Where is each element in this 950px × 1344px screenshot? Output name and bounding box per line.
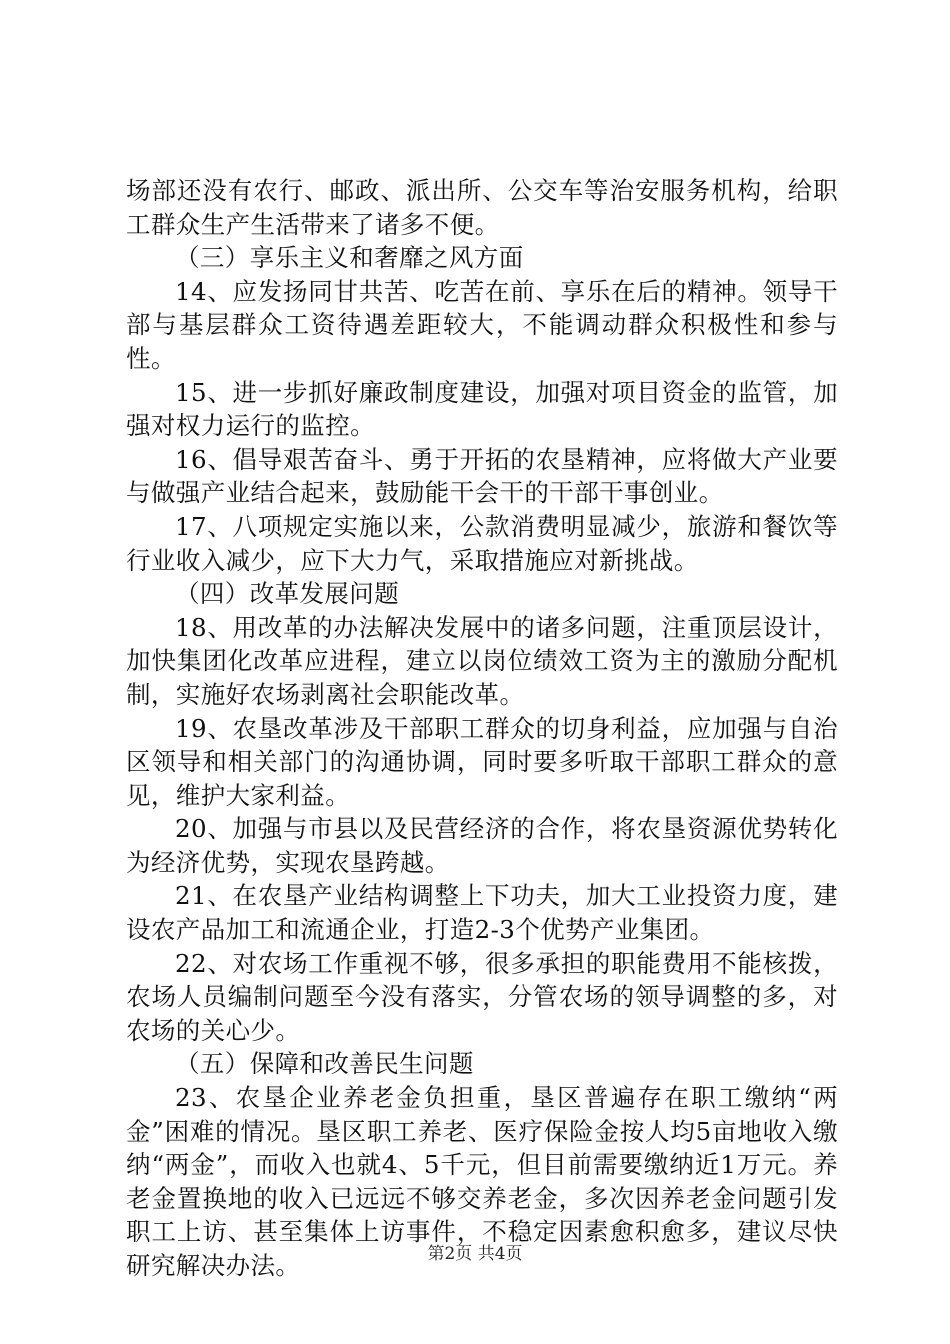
document-body: [126, 174, 838, 1283]
paragraph-item-18: 18、用改革的办法解决发展中的诸多问题，注重顶层设计，加快集团化改革应进程，建立以岗位绩效工资为主的激励分配机制，实施好农场剥离社会职能改革。: [126, 612, 838, 709]
paragraph-item-19: 19、农垦改革涉及干部职工群众的切身利益，应加强与自治区领导和相关部门的沟通协调，同时要多听取干部职工群众的意见，维护大家利益。: [126, 713, 838, 810]
paragraph-item-22: 22、对农场工作重视不够，很多承担的职能费用不能核拨，农场人员编制问题至今没有落实，分管农场的领导调整的多，对农场的关心少。: [126, 948, 838, 1045]
page-footer: 第2页 共4页: [427, 1244, 523, 1264]
paragraph-item-21: 21、在农垦产业结构调整上下功夫，加大工业投资力度，建设农产品加工和流通企业，打造2-3个优势产业集团。: [126, 881, 838, 945]
section-heading-5: （五）保障和改善民生问题: [175, 1049, 474, 1079]
paragraph-item-14: 14、应发扬同甘共苦、吃苦在前、享乐在后的精神。领导干部与基层群众工资待遇差距较大，不能调动群众积极性和参与性。: [126, 276, 838, 373]
paragraph-item-16: 16、倡导艰苦奋斗、勇于开拓的农垦精神，应将做大产业要与做强产业结合起来，鼓励能干会干的干部干事创业。: [126, 444, 838, 508]
section-heading-4: （四）改革发展问题: [175, 579, 400, 609]
paragraph-item-17: 17、八项规定实施以来，公款消费明显减少，旅游和餐饮等行业收入减少，应下大力气，采取措施应对新挑战。: [126, 511, 838, 575]
paragraph-continuation: 场部还没有农行、邮政、派出所、公交车等治安服务机构，给职工群众生产生活带来了诸多不便。: [126, 176, 838, 239]
paragraph-item-23: 23、农垦企业养老金负担重，垦区普遍存在职工缴纳“两金”困难的情况。垦区职工养老、医疗保险金按人均5亩地收入缴纳“两金”，而收入也就4、5千元，但目前需要缴纳近1万元。养老金置换地的收入已远远不够交养老金，多次因养老金问题引发职工上访、甚至集体上访事件，不稳定因素愈积愈多，建议尽快研究解决办法。: [126, 1083, 838, 1280]
paragraph-item-20: 20、加强与市县以及民营经济的合作，将农垦资源优势转化为经济优势，实现农垦跨越。: [126, 814, 838, 877]
section-heading-3: （三）享乐主义和奢靡之风方面: [175, 243, 524, 273]
paragraph-item-15: 15、进一步抓好廉政制度建设，加强对项目资金的监管，加强对权力运行的监控。: [126, 377, 838, 441]
